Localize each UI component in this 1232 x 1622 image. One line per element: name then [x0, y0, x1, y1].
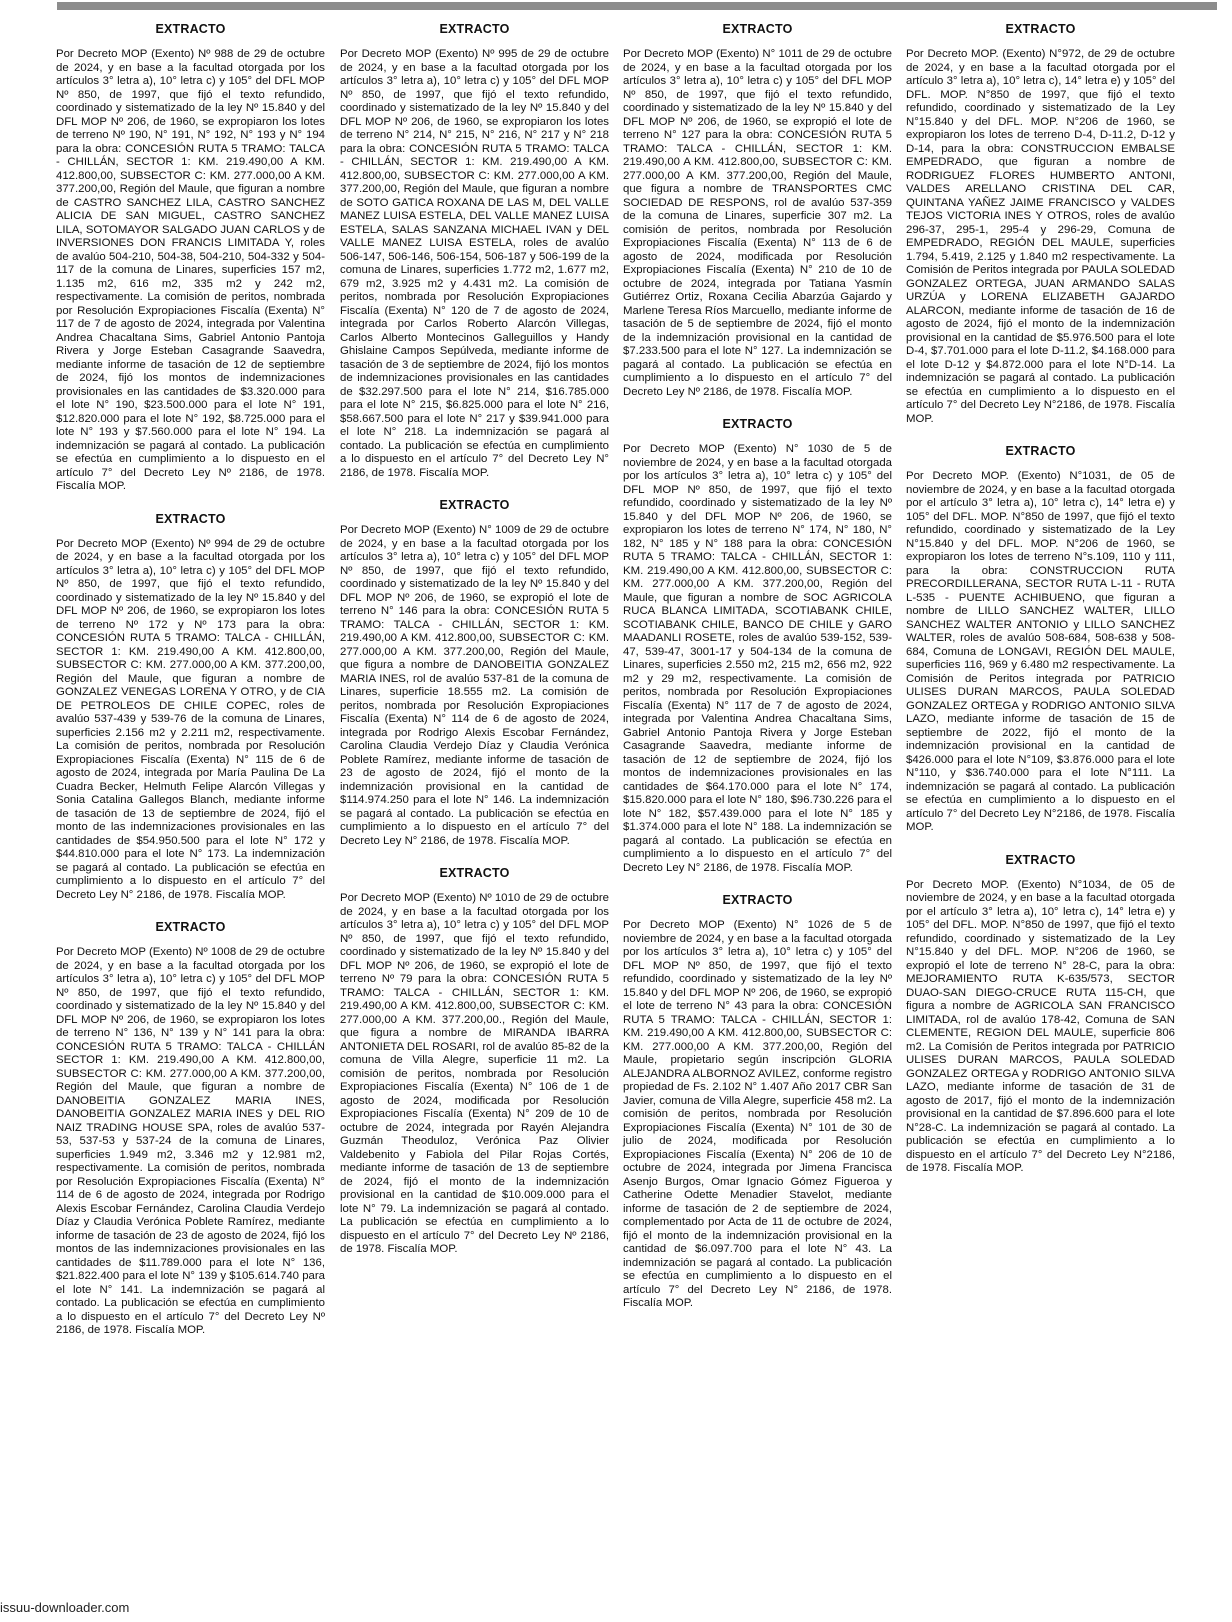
notice-body: Por Decreto MOP. (Exento) N°1031, de 05 de noviembre de 2024, y en base a la facultad otorgada por el artículo 3° letra a), 10° letra c), 14° letra e) y 105° del DFL. MOP. N°850 de 1997, que fijó el texto refundido, coordinado y sistematizado de la Ley N°15.840 y del DFL. MOP. N°206 de 1960, se expropiaron los lotes de terreno N°s.109, 110 y 111, para la obra: CONSTRUCCION RUTA PRECORDILLERANA, SECTOR RUTA L-11 - RUTA L-535 - PUENTE ACHIBUENO, que figuran a nombre de LILLO SANCHEZ WALTER, LILLO SANCHEZ WALTER ANTONIO y LILLO SANCHEZ WALTER, roles de avalúo 508-684, 508-638 y 508-684, Comuna de LONGAVI, REGIÓN DEL MAULE, superficies 116, 969 y 6.480 m2 respectivamente. La Comisión de Peritos integrada por PATRICIO ULISES DURAN MARCOS, PAULA SOLEDAD GONZALEZ ORTEGA y RODRIGO ANTONIO SILVA LAZO, mediante informe de tasación de 15 de septiembre de 2022, fijó el monto de la indemnización provisional en la cantidad de $426.000 para el lote N°109, $3.876.000 para el lote N°110, y $36.740.000 para el lote N°111. La indemnización se pagará al contado. La publicación se efectúa en cumplimiento a lo dispuesto en el artículo 7° del Decreto Ley N°2186, de 1978. Fiscalía MOP. — [906, 470, 1175, 833]
notice-title: EXTRACTO — [439, 498, 510, 512]
notice-title: EXTRACTO — [722, 417, 793, 431]
notice-title: EXTRACTO — [155, 920, 226, 934]
notice-body: Por Decreto MOP (Exento) Nº 1010 de 29 de octubre de 2024, y en base a la facultad otorgada por los artículos 3° letra a), 10° letra c) y 105° del DFL MOP Nº 850, de 1997, que fijó el texto refundido, coordinado y sistematizado de la ley Nº 15.840 y del DFL MOP Nº 206, de 1960, se expropió el lote de terreno Nº 79 para la obra: CONCESIÓN RUTA 5 TRAMO: TALCA - CHILLÁN, SECTOR 1: KM. 219.490,00 A KM. 412.800,00, SUBSECTOR C: KM. 277.000,00 A KM. 377.200,00., Región del Maule, que figura a nombre de MIRANDA IBARRA ANTONIETA DEL ROSARI, rol de avalúo 85-82 de la comuna de Villa Alegre, superficie 11 m2. La comisión de peritos, nombrada por Resolución Expropiaciones Fiscalía (Exenta) N° 106 de 1 de agosto de 2024, modificada por Resolución Expropiaciones Fiscalía (Exenta) N° 209 de 10 de octubre de 2024, integrada por Rayén Alejandra Guzmán Theoduloz, Verónica Paz Olivier Valdebenito y Fabiola del Pilar Rojas Cortés, mediante informe de tasación de 13 de septiembre de 2024, fijó el monto de la indemnización provisional en la cantidad de $10.009.000 para el lote N° 79. La indemnización se pagará al contado. La publicación se efectúa en cumplimiento a lo dispuesto en el artículo 7° del Decreto Ley Nº 2186, de 1978. Fiscalía MOP. — [340, 892, 609, 1255]
extracto-notice — [906, 22, 1175, 426]
notice-body: Por Decreto MOP (Exento) N° 1009 de 29 de octubre de 2024, y en base a la facultad otorgada por los artículos 3° letra a), 10° letra c) y 105° del DFL MOP Nº 850, de 1997, que fijó el texto refundido, coordinado y sistematizado de la ley Nº 15.840 y del DFL MOP Nº 206, de 1960, se expropió el lote de terreno N° 146 para la obra: CONCESIÓN RUTA 5 TRAMO: TALCA - CHILLÁN, SECTOR 1: KM. 219.490,00 A KM. 412.800,00, SUBSECTOR C: KM. 277.000,00 A KM. 377.200,00, Región del Maule, que figura a nombre de DANOBEITIA GONZALEZ MARIA INES, rol de avalúo 537-81 de la comuna de Linares, superficie 18.555 m2. La comisión de peritos, nombrada por Resolución Expropiaciones Fiscalía (Exenta) N° 114 de 6 de agosto de 2024, integrada por Rodrigo Alexis Escobar Fernández, Carolina Claudia Verdejo Díaz y Claudia Verónica Poblete Ramírez, mediante informe de tasación de 23 de agosto de 2024, fijó el monto de la indemnización provisional en la cantidad de $114.974.250 para el lote N° 146. La indemnización se pagará al contado. La publicación se efectúa en cumplimiento a lo dispuesto en el artículo 7° del Decreto Ley N° 2186, de 1978. Fiscalía MOP. — [340, 524, 610, 847]
extracto-notice — [340, 866, 609, 1257]
column-4 — [906, 22, 1175, 1194]
extracto-notice — [623, 417, 892, 875]
notice-body: Por Decreto MOP (Exento) N° 1026 de 5 de noviembre de 2024, y en base a la facultad otorgada por los artículos 3° letra a), 10° letra c) y 105° del DFL MOP Nº 850, de 1997, que fijó el texto refundido, coordinado y sistematizado de la ley Nº 15.840 y del DFL MOP Nº 206, de 1960, se expropió el lote de terreno N° 43 para la obra: CONCESIÓN RUTA 5 TRAMO: TALCA - CHILLÁN, SECTOR 1: KM. 219.490,00 A KM. 412.800,00, SUBSECTOR C: KM. 277.000,00 A KM. 377.200,00, Región del Maule, propietario según inscripción GLORIA ALEJANDRA ALBORNOZ AVILEZ, conforme registro propiedad de Fs. 2.102 N° 1.407 Año 2017 CBR San Javier, comuna de Villa Alegre, superficie 458 m2. La comisión de peritos, nombrada por Resolución Expropiaciones Fiscalía (Exenta) N° 101 de 30 de julio de 2024, modificada por Resolución Expropiaciones Fiscalía (Exenta) N° 206 de 10 de octubre de 2024, integrada por Jimena Francisca Asenjo Burgos, Omar Ignacio Gómez Figueroa y Catherine Odette Menadier Stavelot, mediante informe de tasación de 2 de septiembre de 2024, complementado por Acta de 11 de octubre de 2024, fijó el monto de la indemnización provisional en la cantidad de $6.097.700 para el lote N° 43. La indemnización se pagará al contado. La publicación se efectúa en cumplimiento a lo dispuesto en el artículo 7° del Decreto Ley N° 2186, de 1978. Fiscalía MOP. — [623, 919, 892, 1309]
source-watermark: issuu-downloader.com — [0, 1600, 130, 1615]
notice-body: Por Decreto MOP (Exento) Nº 994 de 29 de octubre de 2024, y en base a la facultad otorgada por los artículos 3° letra a), 10° letra c) y 105° del DFL MOP Nº 850, de 1997, que fijó el texto refundido, coordinado y sistematizado de la ley Nº 15.840 y del DFL MOP Nº 206, de 1960, se expropiaron los lotes de terreno Nº 172 y Nº 173 para la obra: CONCESIÓN RUTA 5 TRAMO: TALCA - CHILLÁN, SECTOR 1: KM. 219.490,00 A KM. 412.800,00, SUBSECTOR C: KM. 277.000,00 A KM. 377.200,00, Región del Maule, que figuran a nombre de GONZALEZ VENEGAS LORENA Y OTRO, y de CIA DE PETROLEOS DE CHILE COPEC, roles de avalúo 537-439 y 539-76 de la comuna de Linares, superficies 2.156 m2 y 2.211 m2, respectivamente. La comisión de peritos, nombrada por Resolución Expropiaciones Fiscalía (Exenta) N° 115 de 6 de agosto de 2024, integrada por María Paulina De La Cuadra Becker, Helmuth Felipe Alarcón Villegas y Sonia Catalina Gallegos Blanch, mediante informe de tasación de 13 de septiembre de 2024, fijó el monto de las indemnizaciones provisionales en las cantidades de $54.950.500 para el lote N° 172 y $44.810.000 para el lote N° 173. La indemnización se pagará al contado. La publicación se efectúa en cumplimiento a lo dispuesto en el artículo 7° del Decreto Ley N° 2186, de 1978. Fiscalía MOP. — [56, 537, 325, 901]
notice-body: Por Decreto MOP. (Exento) N°1034, de 05 de noviembre de 2024, y en base a la facultad otorgada por el artículo 3° letra a), 10° letra c), 14° letra e) y 105° del DFL. MOP. N°850 de 1997, que fijó el texto refundido, coordinado y sistematizado de la Ley N°15.840 y del DFL. MOP. N°206 de 1960, se expropió el lote de terreno N° 28-C, para la obra: MEJORAMIENTO RUTA K-635/573, SECTOR DUAO-SAN DIEGO-CRUCE RUTA 115-CH, que figura a nombre de AGRICOLA SAN FRANCISCO LIMITADA, rol de avalúo 178-42, Comuna de SAN CLEMENTE, REGION DEL MAULE, superficie 806 m2. La Comisión de Peritos integrada por PATRICIO ULISES DURAN MARCOS, PAULA SOLEDAD GONZALEZ ORTEGA y RODRIGO ANTONIO SILVA LAZO, mediante informe de tasación de 31 de agosto de 2017, fijó el monto de la indemnización provisional en la cantidad de $7.896.600 para el lote N°28-C. La indemnización se pagará al contado. La publicación se efectúa en cumplimiento a lo dispuesto en el artículo 7° del Decreto Ley N°2186, de 1978. Fiscalía MOP. — [906, 878, 1175, 1174]
extracto-notice — [340, 22, 609, 480]
notice-body: Por Decreto MOP (Exento) Nº 1008 de 29 de octubre de 2024, y en base a la facultad otorgada por los artículos 3° letra a), 10° letra c) y 105° del DFL MOP Nº 850, de 1997, que fijó el texto refundido, coordinado y sistematizado de la ley Nº 15.840 y del DFL MOP Nº 206, de 1960, se expropiaron los lotes de terreno N° 136, N° 139 y N° 141 para la obra: CONCESIÓN RUTA 5 TRAMO: TALCA - CHILLÁN SECTOR 1: KM. 219.490,00 A KM. 412.800,00, SUBSECTOR C: KM. 277.000,00 A KM. 377.200,00, Región del Maule, que figuran a nombre de DANOBEITIA GONZALEZ MARIA INES, DANOBEITIA GONZALEZ MARIA INES y DEL RIO NAIZ TRADING HOUSE SPA, roles de avalúo 537-53, 537-53 y 537-24 de la comuna de Linares, superficies 1.949 m2, 3.346 m2 y 12.981 m2, respectivamente. La comisión de peritos, nombrada por Resolución Expropiaciones Fiscalía (Exenta) N° 114 de 6 de agosto de 2024, integrada por Rodrigo Alexis Escobar Fernández, Carolina Claudia Verdejo Díaz y Claudia Verónica Poblete Ramírez, mediante informe de tasación de 23 de agosto de 2024, fijó los montos de las indemnizaciones provisionales en las cantidades de $11.789.000 para el lote N° 136, $21.822.400 para el lote N° 139 y $105.614.740 para el lote N° 141. La indemnización se pagará al contado. La publicación se efectúa en cumplimiento a lo dispuesto en el artículo 7° del Decreto Ley Nº 2186, de 1978. Fiscalía MOP. — [56, 946, 325, 1336]
extracto-notice — [56, 22, 325, 494]
extracto-notice — [906, 444, 1175, 835]
column-3 — [623, 22, 892, 1329]
column-1 — [56, 22, 325, 1356]
notice-title: EXTRACTO — [155, 22, 226, 36]
column-2 — [340, 22, 609, 1275]
top-rule — [57, 2, 1217, 10]
notice-title: EXTRACTO — [722, 893, 793, 907]
notice-body: Por Decreto MOP (Exento) Nº 995 de 29 de octubre de 2024, y en base a la facultad otorgada por los artículos 3° letra a), 10° letra c) y 105° del DFL MOP Nº 850, de 1997, que fijó el texto refundido, coordinado y sistematizado de la ley Nº 15.840 y del DFL MOP Nº 206, de 1960, se expropiaron los lotes de terreno N° 214, N° 215, N° 216, N° 217 y N° 218 para la obra: CONCESIÓN RUTA 5 TRAMO: TALCA - CHILLÁN, SECTOR 1: KM. 219.490,00 A KM. 412.800,00, SUBSECTOR C: KM. 277.000,00 A KM. 377.200,00, Región del Maule, que figuran a nombre de SOTO GATICA ROXANA DE LAS M, DEL VALLE MANEZ LUISA ESTELA, DEL VALLE MANEZ LUISA ESTELA, SALAS SANZANA MICHAEL IVAN y DEL VALLE MANEZ LUISA ESTELA, roles de avalúo 506-147, 506-146, 506-154, 506-187 y 506-199 de la comuna de Linares, superficies 1.772 m2, 1.677 m2, 679 m2, 3.925 m2 y 4.431 m2. La comisión de peritos, nombrada por Resolución Expropiaciones Fiscalía (Exenta) N° 120 de 7 de agosto de 2024, integrada por Carlos Roberto Alarcón Villegas, Carlos Alberto Montecinos Galleguillos y Handy Ghislaine Campos Sepúlveda, mediante informe de tasación de 3 de septiembre de 2024, fijó los montos de indemnizaciones provisionales en las cantidades de $32.297.500 para el lote N° 214, $16.785.000 para el lote N° 215, $6.825.000 para el lote N° 216, $58.667.500 para el lote N° 217 y $39.941.000 para el lote N° 218. La indemnización se pagará al contado. La publicación se efectúa en cumplimiento a lo dispuesto en el artículo 7° del Decreto Ley N° 2186, de 1978. Fiscalía MOP. — [340, 48, 609, 479]
extracto-notice — [56, 512, 325, 903]
extracto-notice — [906, 853, 1175, 1176]
extracto-notice — [623, 893, 892, 1311]
notice-title: EXTRACTO — [439, 22, 510, 36]
notice-title: EXTRACTO — [155, 511, 226, 526]
notice-body: Por Decreto MOP (Exento) N° 1011 de 29 de octubre de 2024, y en base a la facultad otorgada por los artículos 3° letra a), 10° letra c) y 105° del DFL MOP Nº 850, de 1997, que fijó el texto refundido, coordinado y sistematizado de la ley Nº 15.840 y del DFL MOP Nº 206, de 1960, se expropió el lote de terreno N° 127 para la obra: CONCESIÓN RUTA 5 TRAMO: TALCA - CHILLÁN, SECTOR 1: KM. 219.490,00 A KM. 412.800,00, SUBSECTOR C: KM. 277.000,00 A KM. 377.200,00, Región del Maule, que figura a nombre de TRANSPORTES CMC SOCIEDAD DE RESPONS, rol de avalúo 537-359 de la comuna de Linares, superficie 307 m2. La comisión de peritos, nombrada por Resolución Expropiaciones Fiscalía (Exenta) N° 113 de 6 de agosto de 2024, modificada por Resolución Expropiaciones Fiscalía (Exenta) N° 210 de 10 de octubre de 2024, integrada por Tatiana Yasmín Gutiérrez Ortiz, Roxana Cecilia Abarzúa Gajardo y Marlene Teresa Ríos Marcuello, mediante informe de tasación de 5 de septiembre de 2024, fijó el monto de la indemnización provisional en la cantidad de $7.233.500 para el lote N° 127. La indemnización se pagará al contado. La publicación se efectúa en cumplimiento a lo dispuesto en el artículo 7° del Decreto Ley Nº 2186, de 1978. Fiscalía MOP. — [623, 48, 892, 398]
notice-title: EXTRACTO — [439, 866, 510, 880]
notice-body: Por Decreto MOP (Exento) Nº 988 de 29 de octubre de 2024, y en base a la facultad otorgada por los artículos 3° letra a), 10° letra c) y 105° del DFL MOP Nº 850, de 1997, que fijó el texto refundido, coordinado y sistematizado de la ley Nº 15.840 y del DFL MOP Nº 206, de 1960, se expropiaron los lotes de terreno Nº 190, N° 191, N° 192, N° 193 y N° 194 para la obra: CONCESIÓN RUTA 5 TRAMO: TALCA - CHILLÁN, SECTOR 1: KM. 219.490,00 A KM. 412.800,00, SUBSECTOR C: KM. 277.000,00 A KM. 377.200,00, Región del Maule, que figuran a nombre de CASTRO SANCHEZ LILA, CASTRO SANCHEZ ALICIA DE SAN MIGUEL, CASTRO SANCHEZ LILA, SOTOMAYOR SALGADO JUAN CARLOS y de INVERSIONES DON FRANCIS LIMITADA Y, roles de avalúo 504-210, 504-38, 504-210, 504-332 y 504-117 de la comuna de Linares, superficies 157 m2, 1.135 m2, 616 m2, 335 m2 y 242 m2, respectivamente. La comisión de peritos, nombrada por Resolución Expropiaciones Fiscalía (Exenta) N° 117 de 7 de agosto de 2024, integrada por Valentina Andrea Chacaltana Sims, Gabriel Antonio Pantoja Rivera y Jorge Esteban Casagrande Saavedra, mediante informe de tasación de 12 de septiembre de 2024, fijó los montos de indemnizaciones provisionales en las cantidades de $3.320.000 para el lote N° 190, $23.500.000 para el lote N° 191, $12.820.000 para el lote N° 192, $8.725.000 para el lote N° 193 y $7.560.000 para el lote N° 194. La indemnización se pagará al contado. La publicación se efectúa en cumplimiento a lo dispuesto en el artículo 7° del Decreto Ley Nº 2186, de 1978. Fiscalía MOP. — [56, 48, 325, 492]
extracto-notice — [623, 22, 892, 399]
notice-title: EXTRACTO — [722, 22, 793, 36]
extracto-notice — [56, 920, 325, 1338]
notice-title: EXTRACTO — [1005, 444, 1076, 458]
notice-title: EXTRACTO — [1005, 22, 1076, 36]
extracto-notice — [340, 498, 609, 848]
notice-body: Por Decreto MOP. (Exento) N°972, de 29 de octubre de 2024, y en base a la facultad otorgada por el artículo 3° letra a), 10° letra c), 14° letra e) y 105° del DFL. MOP. N°850 de 1997, que fijó el texto refundido, coordinado y sistematizado de la Ley N°15.840 y del DFL. MOP. N°206 de 1960, se expropiaron los lotes de terreno D-4, D-11.2, D-12 y D-14, para la obra: CONSTRUCCION EMBALSE EMPEDRADO, que figuran a nombre de RODRIGUEZ FLORES HUMBERTO ANTONI, VALDES ARELLANO CRISTINA DEL CAR, QUINTANA YAÑEZ JAIME FRANCISCO y VALDES TEJOS VICTORIA INES Y OTROS, roles de avalúo 296-37, 295-1, 295-4 y 296-29, Comuna de EMPEDRADO, REGIÓN DEL MAULE, superficies 1.794, 5.419, 2.125 y 1.840 m2 respectivamente. La Comisión de Peritos integrada por PAULA SOLEDAD GONZALEZ ORTEGA, JUAN ARMANDO SALAS URZÚA y LORENA ELIZABETH GAJARDO ALARCON, mediante informe de tasación de 16 de agosto de 2024, fijó el monto de la indemnización provisional en la cantidad de $5.976.500 para el lote D-4, $7.701.000 para el lote D-11.2, $4.168.000 para el lote D-12 y $4.872.000 para el lote N°D-14. La indemnización se pagará al contado. La publicación se efectúa en cumplimiento a lo dispuesto en el artículo 7° del Decreto Ley N°2186, de 1978. Fiscalía MOP. — [906, 48, 1175, 425]
notice-title: EXTRACTO — [1005, 852, 1076, 867]
notice-body: Por Decreto MOP (Exento) N° 1030 de 5 de noviembre de 2024, y en base a la facultad otorgada por los artículos 3° letra a), 10° letra c) y 105° del DFL MOP Nº 850, de 1997, que fijó el texto refundido, coordinado y sistematizado de la ley Nº 15.840 y del DFL MOP Nº 206, de 1960, se expropiaron los lotes de terreno N° 174, N° 180, N° 182, N° 185 y N° 188 para la obra: CONCESIÓN RUTA 5 TRAMO: TALCA - CHILLÁN, SECTOR 1: KM. 219.490,00 A KM. 412.800,00, SUBSECTOR C: KM. 277.000,00 A KM. 377.200,00, Región del Maule, que figuran a nombre de SOC AGRICOLA RUCA BLANCA LIMITADA, SCOTIABANK CHILE, SCOTIABANK CHILE, BANCO DE CHILE y GARO MAADANLI ROSETE, roles de avalúo 539-152, 539-47, 539-47, 3001-17 y 504-134 de la comuna de Linares, superficies 2.550 m2, 215 m2, 656 m2, 922 m2 y 29 m2, respectivamente. La comisión de peritos, nombrada por Resolución Expropiaciones Fiscalía (Exenta) N° 117 de 7 de agosto de 2024, integrada por Valentina Andrea Chacaltana Sims, Gabriel Antonio Pantoja Rivera y Jorge Esteban Casagrande Saavedra, mediante informe de tasación de 12 de septiembre de 2024, fijó los montos de indemnizaciones provisionales en las cantidades de $64.170.000 para el lote N° 174, $15.820.000 para el lote N° 180, $96.730.226 para el lote N° 182, $57.439.000 para el lote N° 185 y $1.374.000 para el lote N° 188. La indemnización se pagará al contado. La publicación se efectúa en cumplimiento a lo dispuesto en el artículo 7° del Decreto Ley N° 2186, de 1978. Fiscalía MOP. — [623, 443, 892, 874]
